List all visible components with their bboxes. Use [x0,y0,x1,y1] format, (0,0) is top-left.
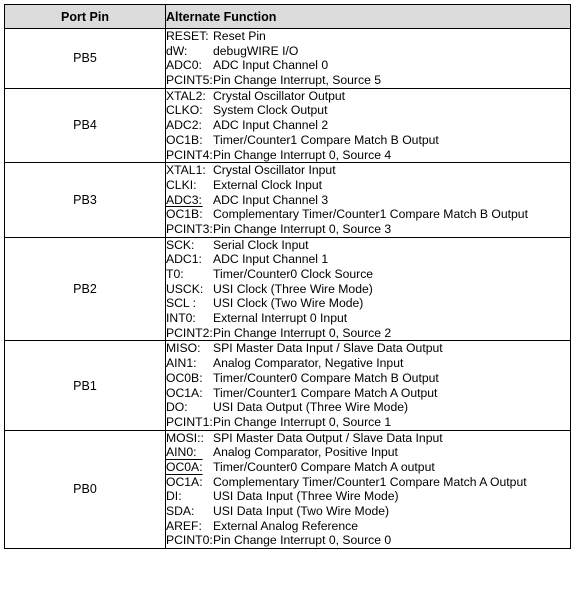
function-line [166,519,570,534]
signal-name: OC0B: [166,370,203,385]
function-description: ADC Input Channel 2 [213,118,329,133]
table-row [5,430,571,549]
function-description: SPI Master Data Input / Slave Data Output [213,341,443,356]
signal-name: SDA: [166,504,195,518]
signal-name: SCL : [166,296,197,311]
function-description: Pin Change Interrupt 0, Source 2 [213,325,392,340]
signal-name: XTAL2: [166,88,206,103]
function-line [166,29,570,44]
function-line [166,193,570,208]
function-description: ADC Input Channel 0 [213,58,329,73]
function-description: External Analog Reference [213,518,358,533]
table-body [5,29,571,549]
function-line [166,341,570,356]
function-line [166,282,570,297]
alternate-functions-cell [166,163,571,237]
function-description: Pin Change Interrupt 0, Source 0 [213,533,392,548]
signal-name: RESET: [166,29,209,43]
function-description: Pin Change Interrupt, Source 5 [213,73,382,88]
function-line [166,504,570,519]
function-line [166,489,570,504]
function-line [166,118,570,133]
function-line [166,252,570,267]
signal-name: USCK: [166,281,204,296]
signal-name: PCINT3: [166,221,213,236]
function-description: ADC Input Channel 3 [213,192,329,207]
function-description: Pin Change Interrupt 0, Source 4 [213,147,392,162]
signal-name: PCINT5: [166,73,213,88]
function-description: ADC Input Channel 1 [213,252,329,267]
signal-name: PCINT2: [166,325,213,340]
signal-name: DO: [166,400,188,415]
signal-name: OC1B: [166,207,203,222]
function-description: Serial Clock Input [213,237,309,252]
signal-name: DI: [166,489,182,504]
function-line [166,371,570,386]
function-description: Timer/Counter0 Clock Source [213,267,374,281]
table-row [5,341,571,430]
function-description: USI Clock (Three Wire Mode) [213,281,373,296]
function-line [166,445,570,460]
function-description: Timer/Counter1 Compare Match B Output [213,132,439,147]
function-description: Reset Pin [213,29,266,43]
alternate-functions-cell [166,88,571,162]
function-description: Pin Change Interrupt 0, Source 3 [213,221,392,236]
function-line [166,103,570,118]
table-row [5,237,571,341]
alternate-functions-cell [166,237,571,341]
function-description: Crystal Oscillator Input [213,163,336,178]
function-line [166,44,570,59]
function-line [166,400,570,415]
function-line [166,475,570,490]
table-row [5,163,571,237]
table-row [5,88,571,162]
signal-name: INT0: [166,311,196,326]
function-description: System Clock Output [213,103,328,118]
function-line [166,386,570,401]
signal-name: XTAL1: [166,163,206,178]
signal-name: PCINT0: [166,533,213,548]
function-line [166,326,570,341]
signal-name: CLKO: [166,103,203,118]
signal-name: MOSI:: [166,430,204,445]
function-line [166,163,570,178]
function-line [166,89,570,104]
function-line [166,133,570,148]
signal-name: SCK: [166,237,195,252]
function-description: SPI Master Data Output / Slave Data Input [213,430,443,445]
signal-name: CLKI: [166,177,197,192]
function-description: External Interrupt 0 Input [213,311,348,326]
signal-name: AIN1: [166,356,197,371]
port-b-alternate-functions-table [4,4,571,549]
table-row [5,29,571,89]
signal-name: ADC0: [166,58,202,73]
function-line [166,178,570,193]
function-description: USI Data Input (Three Wire Mode) [213,489,399,504]
port-b-pins-table-container [4,4,570,549]
function-description: Analog Comparator, Negative Input [213,356,404,371]
signal-name: AREF: [166,518,202,533]
function-line [166,460,570,475]
signal-name: ADC3: [166,192,202,207]
function-description: Complementary Timer/Counter1 Compare Match A Output [213,474,527,489]
function-line [166,58,570,73]
function-description: Timer/Counter0 Compare Match B Output [213,370,439,385]
port-pin-cell: PB3 [5,163,166,237]
signal-name: MISO: [166,341,201,356]
signal-name: AIN0: [166,445,197,460]
alternate-functions-cell [166,341,571,430]
function-line [166,311,570,326]
function-line [166,533,570,548]
signal-name: ADC2: [166,118,202,133]
alternate-functions-cell [166,29,571,89]
signal-name: OC1A: [166,474,203,489]
function-description: External Clock Input [213,177,323,192]
signal-name: OC1A: [166,385,203,400]
function-description: Crystal Oscillator Output [213,88,346,103]
signal-name: OC0A: [166,459,203,474]
function-line [166,356,570,371]
function-line [166,207,570,222]
function-line [166,238,570,253]
signal-name: ADC1: [166,252,202,267]
table-header-row [5,5,571,29]
signal-name: OC1B: [166,132,203,147]
function-description: debugWIRE I/O [213,43,299,58]
port-pin-column-header: Port Pin [5,5,166,29]
port-pin-cell: PB4 [5,88,166,162]
function-description: Timer/Counter0 Compare Match A output [213,459,435,474]
function-description: Complementary Timer/Counter1 Compare Match B Output [213,207,528,222]
function-line [166,73,570,88]
function-line [166,267,570,282]
function-line [166,296,570,311]
function-description: USI Clock (Two Wire Mode) [213,296,364,311]
signal-name: T0: [166,267,184,281]
function-line [166,431,570,446]
signal-name: PCINT1: [166,414,213,429]
port-pin-cell: PB5 [5,29,166,89]
signal-name: PCINT4: [166,147,213,162]
port-pin-cell: PB1 [5,341,166,430]
function-line [166,415,570,430]
function-description: USI Data Input (Two Wire Mode) [213,504,390,518]
function-description: USI Data Output (Three Wire Mode) [213,400,409,415]
alternate-functions-cell [166,430,571,549]
function-description: Timer/Counter1 Compare Match A Output [213,385,438,400]
function-line [166,148,570,163]
function-line [166,222,570,237]
port-pin-cell: PB2 [5,237,166,341]
alternate-function-column-header: Alternate Function [166,5,571,29]
function-description: Analog Comparator, Positive Input [213,445,398,460]
function-description: Pin Change Interrupt 0, Source 1 [213,414,392,429]
port-pin-cell: PB0 [5,430,166,549]
signal-name: dW: [166,43,188,58]
